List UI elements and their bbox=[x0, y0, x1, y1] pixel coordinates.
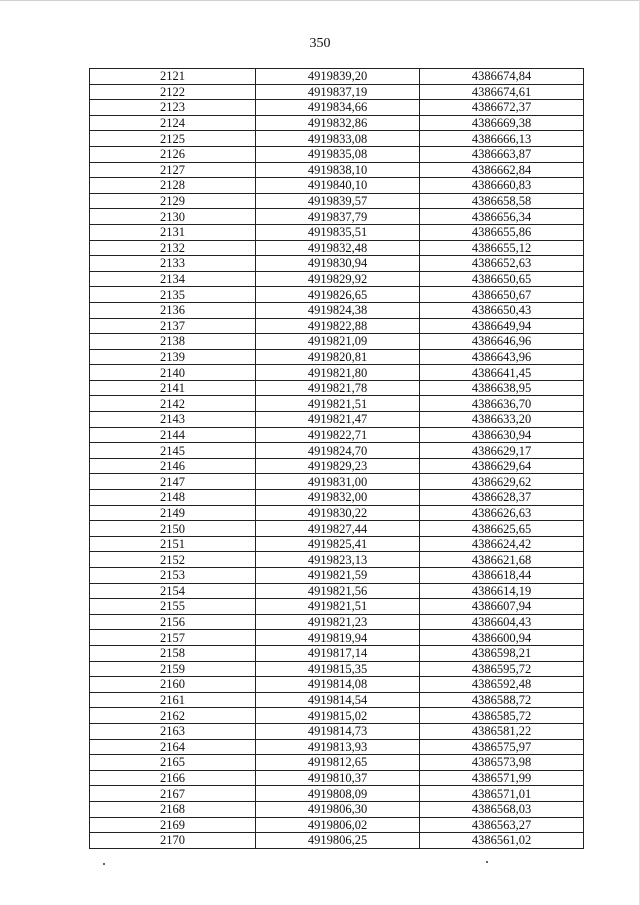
point-number-cell: 2155 bbox=[90, 599, 256, 615]
table-row bbox=[90, 630, 584, 646]
x-coordinate-cell: 4919829,92 bbox=[256, 271, 420, 287]
table-row bbox=[90, 770, 584, 786]
scan-edge-top bbox=[0, 0, 640, 1]
x-coordinate-cell: 4919837,19 bbox=[256, 84, 420, 100]
point-number-cell: 2165 bbox=[90, 755, 256, 771]
table-row bbox=[90, 256, 584, 272]
point-number-cell: 2150 bbox=[90, 521, 256, 537]
point-number-cell: 2138 bbox=[90, 334, 256, 350]
y-coordinate-cell: 4386658,58 bbox=[420, 193, 584, 209]
y-coordinate-cell: 4386588,72 bbox=[420, 692, 584, 708]
x-coordinate-cell: 4919806,25 bbox=[256, 833, 420, 849]
x-coordinate-cell: 4919810,37 bbox=[256, 770, 420, 786]
point-number-cell: 2139 bbox=[90, 349, 256, 365]
y-coordinate-cell: 4386629,64 bbox=[420, 458, 584, 474]
y-coordinate-cell: 4386604,43 bbox=[420, 614, 584, 630]
y-coordinate-cell: 4386592,48 bbox=[420, 677, 584, 693]
y-coordinate-cell: 4386625,65 bbox=[420, 521, 584, 537]
point-number-cell: 2125 bbox=[90, 131, 256, 147]
point-number-cell: 2170 bbox=[90, 833, 256, 849]
x-coordinate-cell: 4919840,10 bbox=[256, 178, 420, 194]
point-number-cell: 2140 bbox=[90, 365, 256, 381]
table-row bbox=[90, 318, 584, 334]
table-row bbox=[90, 505, 584, 521]
table-row bbox=[90, 178, 584, 194]
table-row bbox=[90, 380, 584, 396]
x-coordinate-cell: 4919815,02 bbox=[256, 708, 420, 724]
table-row bbox=[90, 443, 584, 459]
x-coordinate-cell: 4919821,09 bbox=[256, 334, 420, 350]
point-number-cell: 2144 bbox=[90, 427, 256, 443]
y-coordinate-cell: 4386638,95 bbox=[420, 380, 584, 396]
y-coordinate-cell: 4386662,84 bbox=[420, 162, 584, 178]
y-coordinate-cell: 4386595,72 bbox=[420, 661, 584, 677]
x-coordinate-cell: 4919819,94 bbox=[256, 630, 420, 646]
y-coordinate-cell: 4386674,84 bbox=[420, 69, 584, 85]
point-number-cell: 2164 bbox=[90, 739, 256, 755]
x-coordinate-cell: 4919806,30 bbox=[256, 801, 420, 817]
coordinates-table-body bbox=[90, 69, 584, 849]
table-row bbox=[90, 801, 584, 817]
table-row bbox=[90, 521, 584, 537]
point-number-cell: 2149 bbox=[90, 505, 256, 521]
y-coordinate-cell: 4386598,21 bbox=[420, 645, 584, 661]
y-coordinate-cell: 4386581,22 bbox=[420, 723, 584, 739]
point-number-cell: 2159 bbox=[90, 661, 256, 677]
x-coordinate-cell: 4919832,86 bbox=[256, 115, 420, 131]
point-number-cell: 2147 bbox=[90, 474, 256, 490]
point-number-cell: 2132 bbox=[90, 240, 256, 256]
x-coordinate-cell: 4919823,13 bbox=[256, 552, 420, 568]
table-row bbox=[90, 224, 584, 240]
point-number-cell: 2156 bbox=[90, 614, 256, 630]
point-number-cell: 2169 bbox=[90, 817, 256, 833]
point-number-cell: 2146 bbox=[90, 458, 256, 474]
table-row bbox=[90, 552, 584, 568]
y-coordinate-cell: 4386672,37 bbox=[420, 100, 584, 116]
table-row bbox=[90, 146, 584, 162]
x-coordinate-cell: 4919830,94 bbox=[256, 256, 420, 272]
x-coordinate-cell: 4919821,59 bbox=[256, 568, 420, 584]
y-coordinate-cell: 4386614,19 bbox=[420, 583, 584, 599]
table-row bbox=[90, 349, 584, 365]
y-coordinate-cell: 4386650,65 bbox=[420, 271, 584, 287]
table-row bbox=[90, 692, 584, 708]
y-coordinate-cell: 4386618,44 bbox=[420, 568, 584, 584]
x-coordinate-cell: 4919813,93 bbox=[256, 739, 420, 755]
point-number-cell: 2154 bbox=[90, 583, 256, 599]
point-number-cell: 2133 bbox=[90, 256, 256, 272]
table-row bbox=[90, 817, 584, 833]
y-coordinate-cell: 4386669,38 bbox=[420, 115, 584, 131]
table-row bbox=[90, 786, 584, 802]
y-coordinate-cell: 4386568,03 bbox=[420, 801, 584, 817]
table-row bbox=[90, 677, 584, 693]
point-number-cell: 2158 bbox=[90, 645, 256, 661]
x-coordinate-cell: 4919821,51 bbox=[256, 599, 420, 615]
y-coordinate-cell: 4386636,70 bbox=[420, 396, 584, 412]
x-coordinate-cell: 4919822,71 bbox=[256, 427, 420, 443]
y-coordinate-cell: 4386674,61 bbox=[420, 84, 584, 100]
table-row bbox=[90, 193, 584, 209]
point-number-cell: 2129 bbox=[90, 193, 256, 209]
table-row bbox=[90, 100, 584, 116]
y-coordinate-cell: 4386571,01 bbox=[420, 786, 584, 802]
x-coordinate-cell: 4919825,41 bbox=[256, 536, 420, 552]
y-coordinate-cell: 4386628,37 bbox=[420, 490, 584, 506]
x-coordinate-cell: 4919831,00 bbox=[256, 474, 420, 490]
y-coordinate-cell: 4386573,98 bbox=[420, 755, 584, 771]
table-row bbox=[90, 490, 584, 506]
point-number-cell: 2162 bbox=[90, 708, 256, 724]
table-row bbox=[90, 334, 584, 350]
table-row bbox=[90, 474, 584, 490]
x-coordinate-cell: 4919808,09 bbox=[256, 786, 420, 802]
table-row bbox=[90, 755, 584, 771]
x-coordinate-cell: 4919826,65 bbox=[256, 287, 420, 303]
x-coordinate-cell: 4919821,23 bbox=[256, 614, 420, 630]
y-coordinate-cell: 4386629,62 bbox=[420, 474, 584, 490]
x-coordinate-cell: 4919839,20 bbox=[256, 69, 420, 85]
x-coordinate-cell: 4919821,78 bbox=[256, 380, 420, 396]
y-coordinate-cell: 4386563,27 bbox=[420, 817, 584, 833]
y-coordinate-cell: 4386571,99 bbox=[420, 770, 584, 786]
y-coordinate-cell: 4386663,87 bbox=[420, 146, 584, 162]
table-row bbox=[90, 271, 584, 287]
y-coordinate-cell: 4386633,20 bbox=[420, 412, 584, 428]
table-row bbox=[90, 708, 584, 724]
y-coordinate-cell: 4386649,94 bbox=[420, 318, 584, 334]
x-coordinate-cell: 4919814,08 bbox=[256, 677, 420, 693]
point-number-cell: 2161 bbox=[90, 692, 256, 708]
y-coordinate-cell: 4386630,94 bbox=[420, 427, 584, 443]
point-number-cell: 2122 bbox=[90, 84, 256, 100]
x-coordinate-cell: 4919814,73 bbox=[256, 723, 420, 739]
x-coordinate-cell: 4919837,79 bbox=[256, 209, 420, 225]
point-number-cell: 2157 bbox=[90, 630, 256, 646]
point-number-cell: 2167 bbox=[90, 786, 256, 802]
y-coordinate-cell: 4386656,34 bbox=[420, 209, 584, 225]
table-row bbox=[90, 427, 584, 443]
table-row bbox=[90, 568, 584, 584]
x-coordinate-cell: 4919821,51 bbox=[256, 396, 420, 412]
point-number-cell: 2130 bbox=[90, 209, 256, 225]
x-coordinate-cell: 4919838,10 bbox=[256, 162, 420, 178]
x-coordinate-cell: 4919822,88 bbox=[256, 318, 420, 334]
x-coordinate-cell: 4919821,47 bbox=[256, 412, 420, 428]
coordinates-table-container bbox=[89, 68, 583, 849]
y-coordinate-cell: 4386629,17 bbox=[420, 443, 584, 459]
y-coordinate-cell: 4386607,94 bbox=[420, 599, 584, 615]
y-coordinate-cell: 4386652,63 bbox=[420, 256, 584, 272]
x-coordinate-cell: 4919839,57 bbox=[256, 193, 420, 209]
table-row bbox=[90, 69, 584, 85]
table-row bbox=[90, 365, 584, 381]
table-row bbox=[90, 209, 584, 225]
table-row bbox=[90, 240, 584, 256]
y-coordinate-cell: 4386643,96 bbox=[420, 349, 584, 365]
x-coordinate-cell: 4919815,35 bbox=[256, 661, 420, 677]
point-number-cell: 2131 bbox=[90, 224, 256, 240]
x-coordinate-cell: 4919824,38 bbox=[256, 302, 420, 318]
y-coordinate-cell: 4386621,68 bbox=[420, 552, 584, 568]
scan-speck bbox=[486, 861, 488, 863]
y-coordinate-cell: 4386600,94 bbox=[420, 630, 584, 646]
point-number-cell: 2166 bbox=[90, 770, 256, 786]
table-row bbox=[90, 723, 584, 739]
table-row bbox=[90, 614, 584, 630]
point-number-cell: 2141 bbox=[90, 380, 256, 396]
table-row bbox=[90, 599, 584, 615]
table-row bbox=[90, 583, 584, 599]
y-coordinate-cell: 4386575,97 bbox=[420, 739, 584, 755]
x-coordinate-cell: 4919821,56 bbox=[256, 583, 420, 599]
point-number-cell: 2151 bbox=[90, 536, 256, 552]
table-row bbox=[90, 833, 584, 849]
point-number-cell: 2123 bbox=[90, 100, 256, 116]
y-coordinate-cell: 4386641,45 bbox=[420, 365, 584, 381]
table-row bbox=[90, 412, 584, 428]
x-coordinate-cell: 4919835,08 bbox=[256, 146, 420, 162]
y-coordinate-cell: 4386650,43 bbox=[420, 302, 584, 318]
x-coordinate-cell: 4919806,02 bbox=[256, 817, 420, 833]
table-row bbox=[90, 287, 584, 303]
scan-speck bbox=[103, 863, 105, 865]
table-row bbox=[90, 396, 584, 412]
y-coordinate-cell: 4386655,86 bbox=[420, 224, 584, 240]
table-row bbox=[90, 131, 584, 147]
y-coordinate-cell: 4386624,42 bbox=[420, 536, 584, 552]
x-coordinate-cell: 4919829,23 bbox=[256, 458, 420, 474]
x-coordinate-cell: 4919832,48 bbox=[256, 240, 420, 256]
x-coordinate-cell: 4919832,00 bbox=[256, 490, 420, 506]
table-row bbox=[90, 162, 584, 178]
page-number: 350 bbox=[309, 36, 331, 51]
x-coordinate-cell: 4919830,22 bbox=[256, 505, 420, 521]
table-row bbox=[90, 536, 584, 552]
x-coordinate-cell: 4919812,65 bbox=[256, 755, 420, 771]
point-number-cell: 2126 bbox=[90, 146, 256, 162]
point-number-cell: 2134 bbox=[90, 271, 256, 287]
table-row bbox=[90, 115, 584, 131]
point-number-cell: 2124 bbox=[90, 115, 256, 131]
point-number-cell: 2142 bbox=[90, 396, 256, 412]
y-coordinate-cell: 4386561,02 bbox=[420, 833, 584, 849]
table-row bbox=[90, 84, 584, 100]
point-number-cell: 2121 bbox=[90, 69, 256, 85]
point-number-cell: 2128 bbox=[90, 178, 256, 194]
point-number-cell: 2143 bbox=[90, 412, 256, 428]
x-coordinate-cell: 4919833,08 bbox=[256, 131, 420, 147]
x-coordinate-cell: 4919814,54 bbox=[256, 692, 420, 708]
point-number-cell: 2168 bbox=[90, 801, 256, 817]
point-number-cell: 2145 bbox=[90, 443, 256, 459]
point-number-cell: 2135 bbox=[90, 287, 256, 303]
point-number-cell: 2148 bbox=[90, 490, 256, 506]
table-row bbox=[90, 302, 584, 318]
table-row bbox=[90, 458, 584, 474]
coordinates-table bbox=[89, 68, 584, 849]
point-number-cell: 2127 bbox=[90, 162, 256, 178]
x-coordinate-cell: 4919835,51 bbox=[256, 224, 420, 240]
table-row bbox=[90, 645, 584, 661]
x-coordinate-cell: 4919820,81 bbox=[256, 349, 420, 365]
table-row bbox=[90, 661, 584, 677]
x-coordinate-cell: 4919821,80 bbox=[256, 365, 420, 381]
y-coordinate-cell: 4386660,83 bbox=[420, 178, 584, 194]
point-number-cell: 2153 bbox=[90, 568, 256, 584]
y-coordinate-cell: 4386585,72 bbox=[420, 708, 584, 724]
y-coordinate-cell: 4386646,96 bbox=[420, 334, 584, 350]
point-number-cell: 2152 bbox=[90, 552, 256, 568]
x-coordinate-cell: 4919827,44 bbox=[256, 521, 420, 537]
y-coordinate-cell: 4386650,67 bbox=[420, 287, 584, 303]
x-coordinate-cell: 4919817,14 bbox=[256, 645, 420, 661]
table-row bbox=[90, 739, 584, 755]
y-coordinate-cell: 4386626,63 bbox=[420, 505, 584, 521]
point-number-cell: 2160 bbox=[90, 677, 256, 693]
point-number-cell: 2163 bbox=[90, 723, 256, 739]
y-coordinate-cell: 4386655,12 bbox=[420, 240, 584, 256]
x-coordinate-cell: 4919824,70 bbox=[256, 443, 420, 459]
point-number-cell: 2137 bbox=[90, 318, 256, 334]
y-coordinate-cell: 4386666,13 bbox=[420, 131, 584, 147]
x-coordinate-cell: 4919834,66 bbox=[256, 100, 420, 116]
point-number-cell: 2136 bbox=[90, 302, 256, 318]
